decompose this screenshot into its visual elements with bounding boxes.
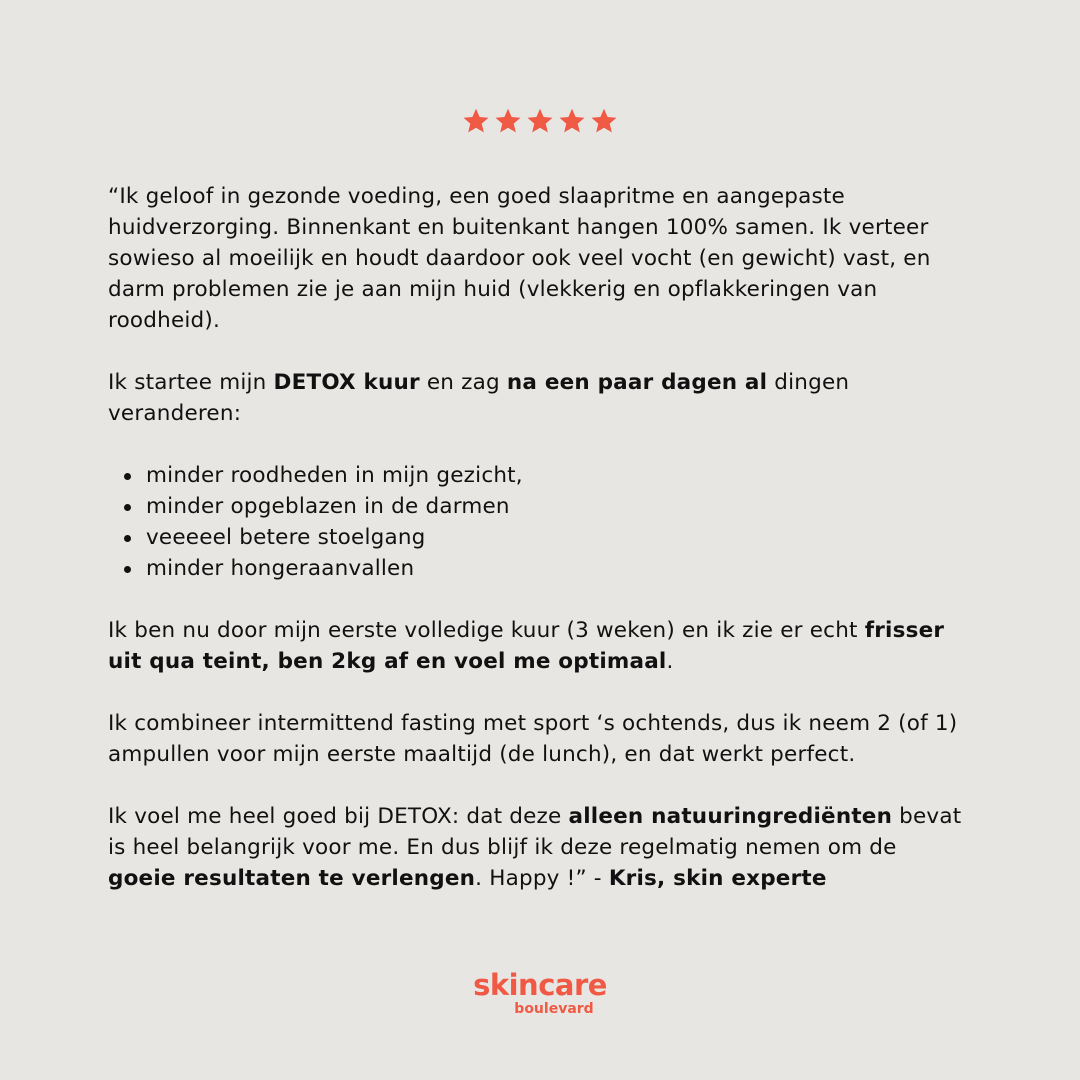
review-text-segment: . [666,649,674,674]
star-icon [590,107,618,135]
brand-subname: boulevard [514,1001,594,1017]
review-text-segment: dingen veranderen: [108,370,850,426]
review-highlight: goeie resultaten te verlengen [108,866,476,891]
reviewer-name: Kris, skin experte [608,866,827,891]
review-text-segment: en zag [419,370,507,395]
brand-name: skincare [473,968,607,1002]
review-text-segment: . Happy !” - [475,866,609,891]
list-item: minder hongeraanvallen [146,553,968,584]
list-item: minder opgeblazen in de darmen [146,491,968,522]
star-rating [0,107,1080,135]
star-icon [462,107,490,135]
review-paragraph-5 [108,801,968,894]
review-text-segment: Ik startee mijn [108,370,274,395]
brand-logo [0,968,1080,1016]
review-highlight: na een paar dagen al [506,370,768,395]
list-item: veeeeel betere stoelgang [146,522,968,553]
review-text-segment: Ik voel me heel goed bij DETOX: dat deze [108,804,569,829]
star-icon [494,107,522,135]
star-icon [526,107,554,135]
review-paragraph-3 [108,615,968,677]
review-text-segment: bevat is heel belangrijk voor me. En dus blijf ik deze regelmatig nemen om de [108,804,962,860]
list-item: minder roodheden in mijn gezicht, [146,460,968,491]
review-highlight: frisser uit qua teint, ben 2kg af en voel me optimaal [108,618,945,674]
review-paragraph-1: “Ik geloof in gezonde voeding, een goed slaapritme en aangepaste huidverzorging. Binnenkant en buitenkant hangen 100% samen. Ik verteer sowieso al moeilijk en houdt daardoor ook veel vocht (en gewicht) vast, en darm problemen zie je aan mijn huid (vlekkerig en opflakkeringen van roodheid). [108,184,931,333]
review-text [108,181,968,925]
star-icon [558,107,586,135]
review-highlight: alleen natuuringrediënten [568,804,893,829]
review-highlight: DETOX kuur [273,370,420,395]
review-paragraph-2 [108,367,968,429]
review-paragraph-4: Ik combineer intermittend fasting met sport ‘s ochtends, dus ik neem 2 (of 1) ampullen voor mijn eerste maaltijd (de lunch), en dat werkt perfect. [108,711,958,767]
results-list [108,460,968,584]
review-text-segment: Ik ben nu door mijn eerste volledige kuur (3 weken) en ik zie er echt [108,618,865,643]
